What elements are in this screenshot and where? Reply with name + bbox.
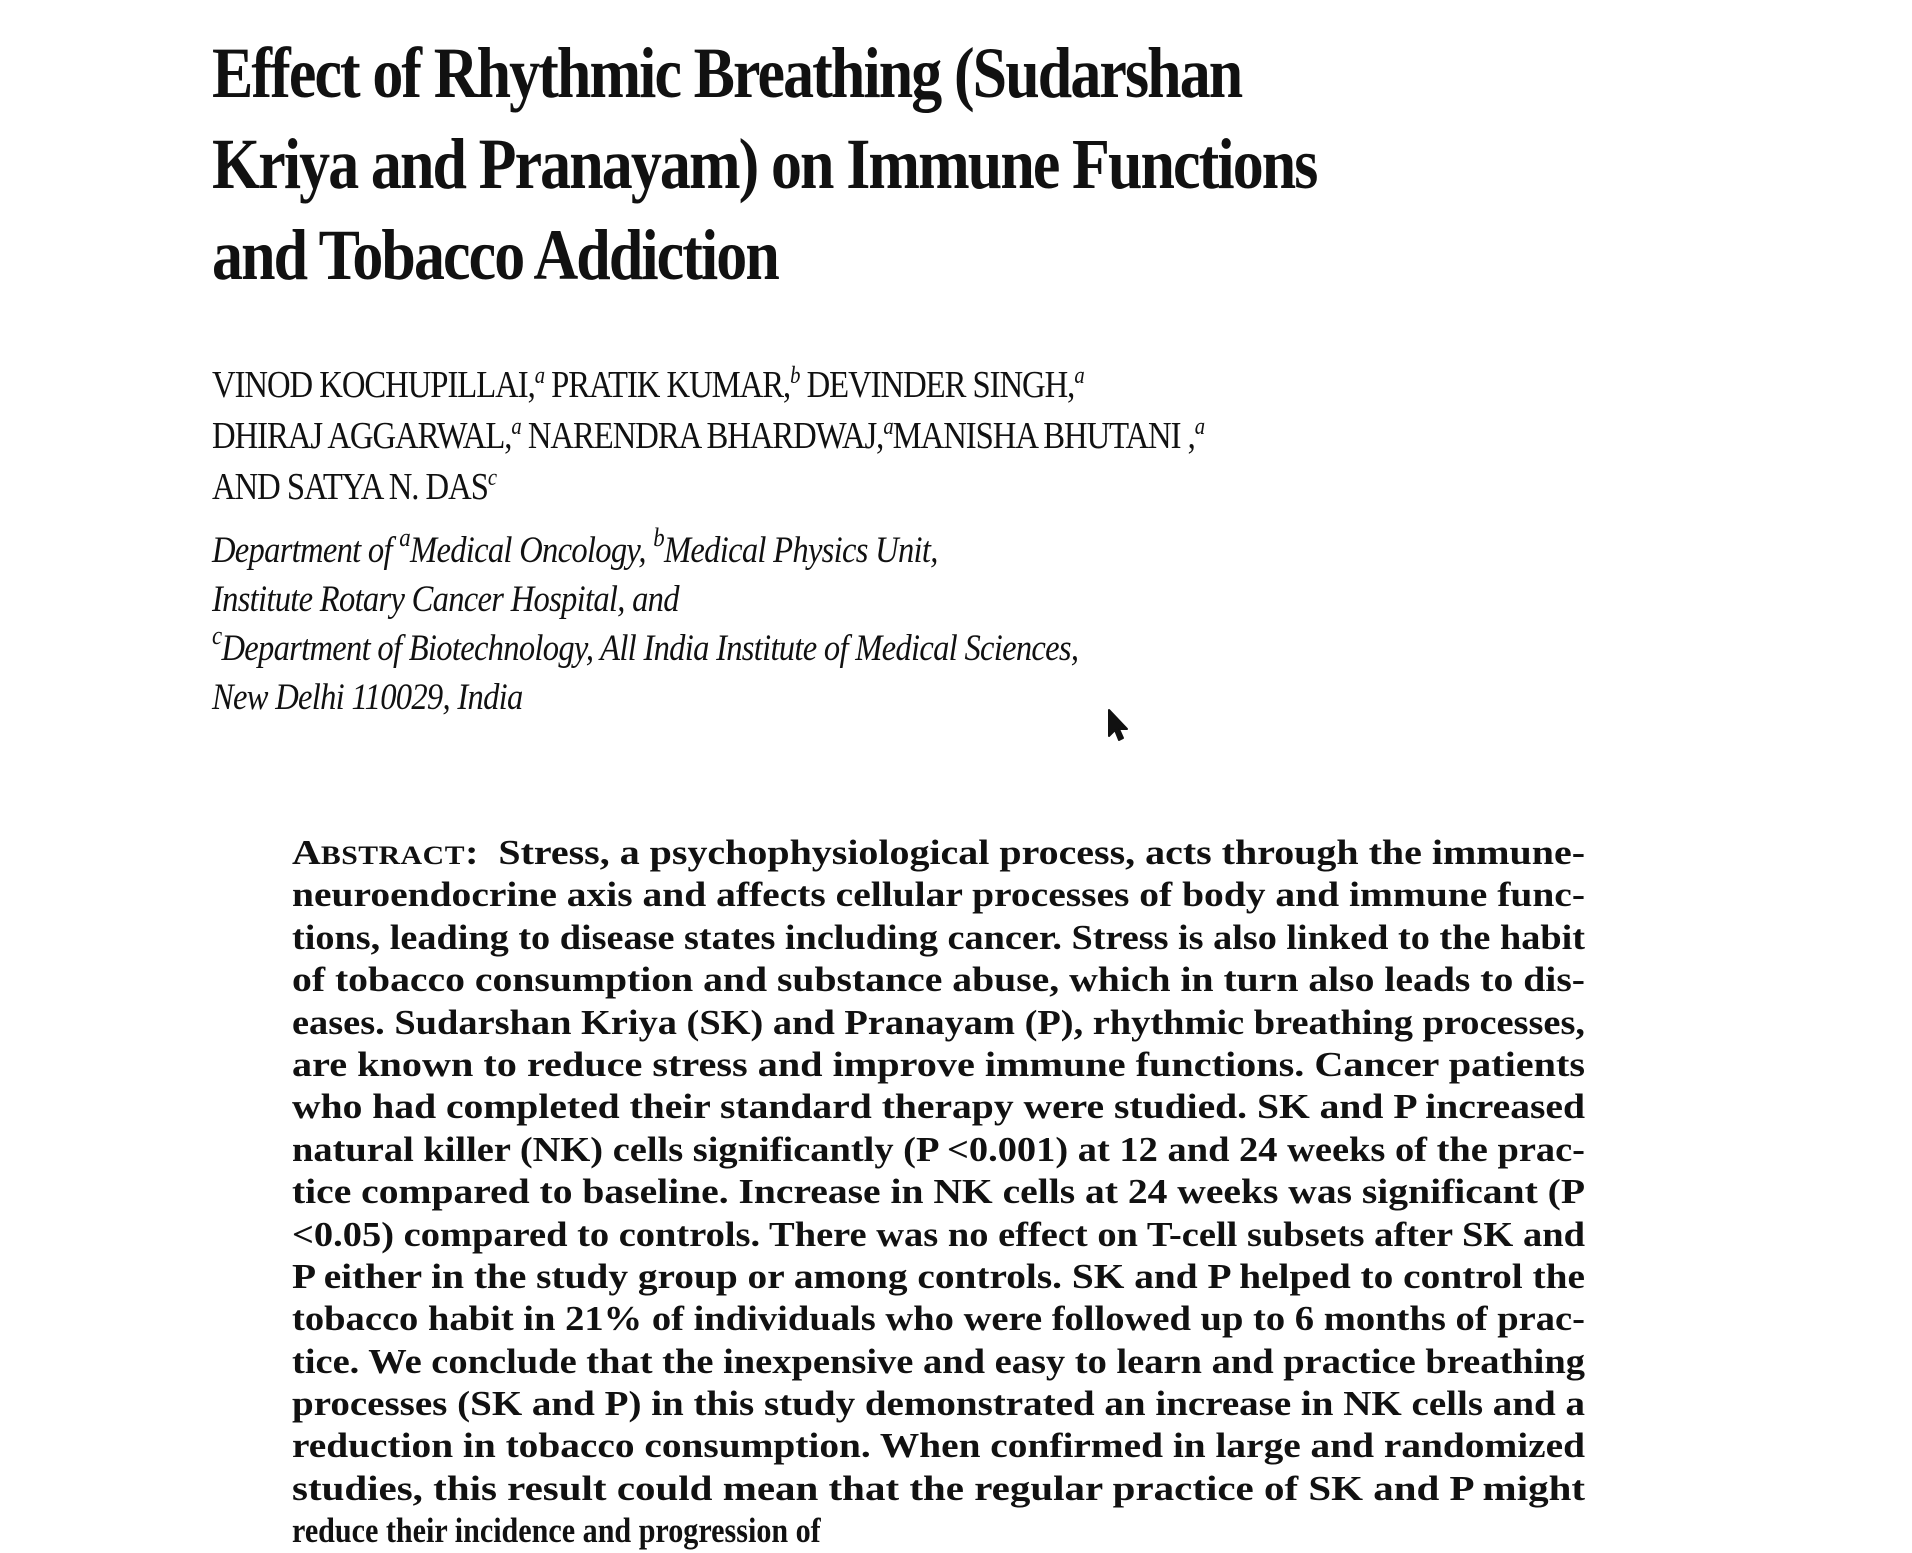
- author-name: MANISHA BHUTANI ,: [892, 415, 1195, 457]
- affiliation-marker: a: [1194, 414, 1205, 440]
- affiliation-marker: a: [399, 523, 411, 552]
- abstract-line: P either in the study group or among controls. SK and P helped to control the: [292, 1256, 1585, 1296]
- abstract-line: reduce their incidence and progression of: [292, 1511, 821, 1551]
- author-line: [212, 360, 1204, 411]
- abstract-line: are known to reduce stress and improve immune functions. Cancer patients: [292, 1044, 1585, 1084]
- affiliation-marker: b: [790, 363, 800, 389]
- abstract-line: who had completed their standard therapy were studied. SK and P increased: [292, 1087, 1585, 1127]
- affiliation-text: Department of Biotechnology, All India Institute of Medical Sciences,: [221, 628, 1079, 669]
- abstract-text: Stress, a psychophysiological process, acts through the immune-: [498, 833, 1586, 872]
- affiliation-line: New Delhi 110029, India: [212, 677, 523, 718]
- author-list: [212, 360, 1204, 513]
- abstract-line: natural killer (NK) cells significantly (P <0.001) at 12 and 24 weeks of the prac-: [292, 1129, 1585, 1169]
- affiliation-marker: b: [653, 523, 664, 552]
- affiliation-line: [212, 621, 1079, 673]
- title-line: Effect of Rhythmic Breathing (Sudarshan: [212, 33, 1242, 113]
- abstract-label: [292, 833, 478, 872]
- affiliation-text: Medical Physics Unit,: [663, 530, 938, 571]
- title-line: and Tobacco Addiction: [212, 215, 778, 295]
- affiliation-marker: a: [534, 363, 545, 389]
- author-name: DEVINDER SINGH,: [806, 364, 1075, 406]
- abstract-line: reduction in tobacco consumption. When confirmed in large and randomized: [292, 1426, 1585, 1466]
- affiliation-marker: a: [1074, 363, 1084, 389]
- author-line: [212, 462, 1204, 513]
- author-name: PRATIK KUMAR,: [551, 364, 791, 406]
- title-line: Kriya and Pranayam) on Immune Functions: [212, 124, 1317, 204]
- abstract-line: of tobacco consumption and substance abuse, which in turn also leads to dis-: [292, 960, 1585, 1000]
- affiliation-line: Institute Rotary Cancer Hospital, and: [212, 579, 679, 620]
- author-line: [212, 411, 1204, 462]
- paper-title: [212, 28, 1631, 301]
- affiliation-marker: c: [212, 621, 222, 650]
- abstract-label-colon: :: [465, 833, 479, 872]
- abstract-line: tice compared to baseline. Increase in NK cells at 24 weeks was significant (P: [292, 1172, 1585, 1212]
- abstract-line: tice. We conclude that the inexpensive and easy to learn and practice breathing: [292, 1341, 1585, 1381]
- abstract-line: [292, 832, 1585, 874]
- affiliation-marker: a: [511, 414, 521, 440]
- abstract-label-rest: BSTRACT: [320, 841, 466, 870]
- abstract-line: neuroendocrine axis and affects cellular processes of body and immune func-: [292, 875, 1585, 915]
- author-name: VINOD KOCHUPILLAI,: [212, 364, 535, 406]
- affiliation-text: Medical Oncology,: [410, 530, 654, 571]
- mouse-pointer-icon: [1107, 708, 1133, 744]
- affiliation-marker: a: [883, 414, 893, 440]
- abstract-line: eases. Sudarshan Kriya (SK) and Pranayam (P), rhythmic breathing processes,: [292, 1002, 1585, 1042]
- abstract-line: <0.05) compared to controls. There was no effect on T-cell subsets after SK and: [292, 1214, 1585, 1254]
- abstract-line: studies, this result could mean that the regular practice of SK and P might: [292, 1468, 1585, 1508]
- author-name: DHIRAJ AGGARWAL,: [212, 415, 512, 457]
- abstract-line: tobacco habit in 21% of individuals who were followed up to 6 months of prac-: [292, 1299, 1585, 1339]
- abstract-line: tions, leading to disease states including cancer. Stress is also linked to the habit: [292, 917, 1585, 957]
- abstract-line: processes (SK and P) in this study demonstrated an increase in NK cells and a: [292, 1384, 1585, 1424]
- affiliation-text: Department of: [212, 530, 400, 571]
- affiliation-marker: c: [487, 465, 496, 491]
- affiliations: [212, 523, 1079, 722]
- author-name: NARENDRA BHARDWAJ,: [527, 415, 884, 457]
- affiliation-line: [212, 523, 1078, 575]
- abstract-label-initial: A: [292, 833, 321, 872]
- abstract: [292, 832, 1585, 1553]
- author-name: AND SATYA N. DAS: [212, 466, 488, 508]
